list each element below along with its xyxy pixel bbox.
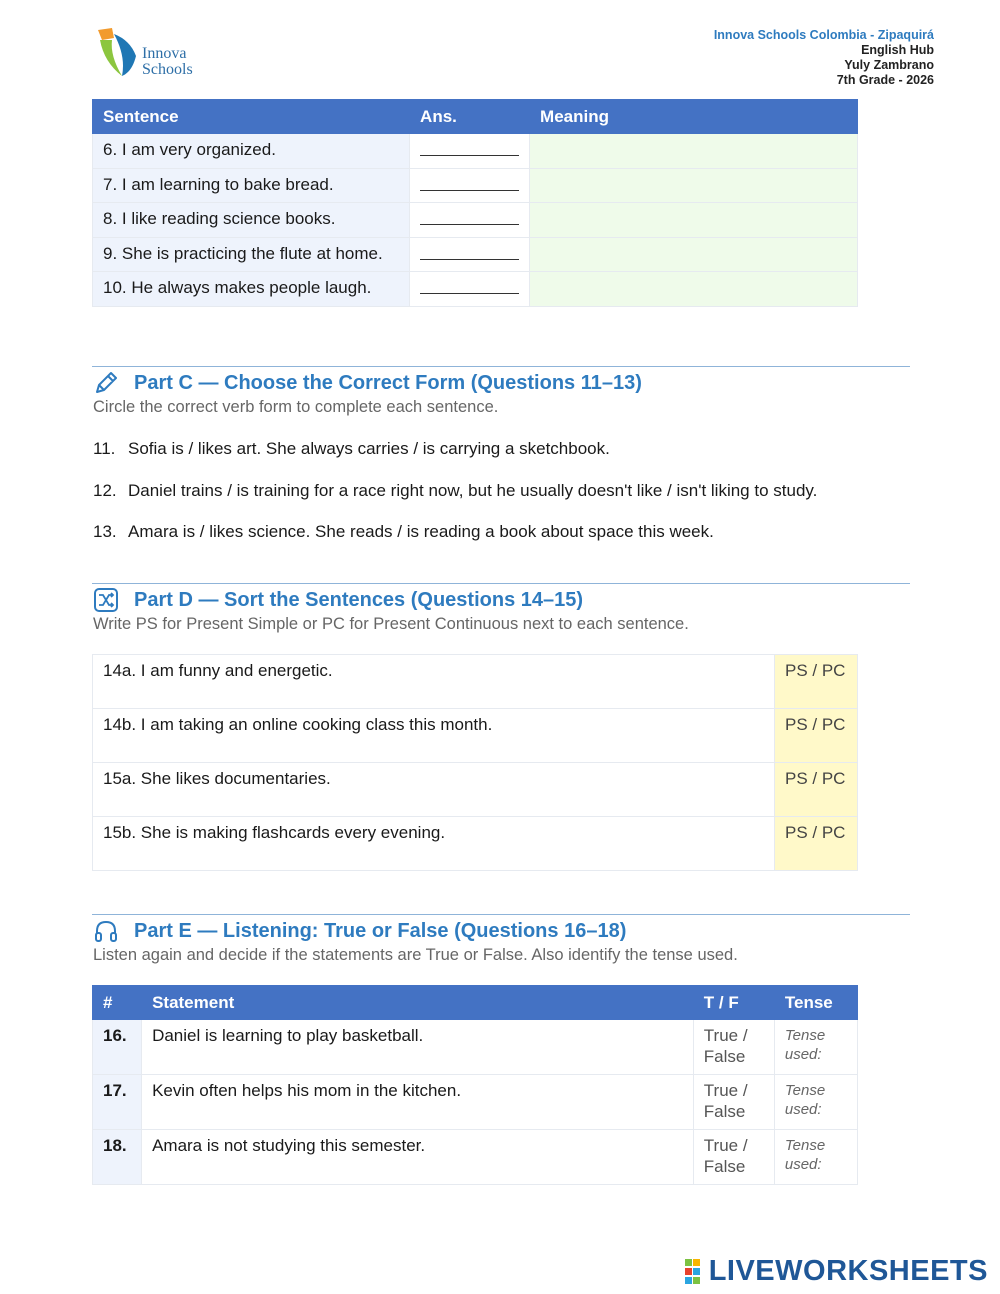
table-row: [93, 134, 858, 169]
question-number: 17.: [93, 1075, 142, 1130]
sentence-cell: 8. I like reading science books.: [93, 203, 410, 238]
part-d-subtitle: Write PS for Present Simple or PC for Present Continuous next to each sentence.: [93, 615, 689, 633]
headphones-icon: [92, 917, 120, 945]
sentence-cell: 10. He always makes people laugh.: [93, 272, 410, 307]
table-row: [93, 817, 858, 871]
answer-field[interactable]: [410, 237, 530, 272]
table-header-row: [93, 986, 858, 1020]
ps-pc-field[interactable]: PS / PC: [775, 709, 858, 763]
innova-schools-logo: [96, 26, 226, 82]
header-info: [714, 28, 934, 88]
question-number: 18.: [93, 1130, 142, 1185]
ps-pc-field[interactable]: PS / PC: [775, 817, 858, 871]
meaning-field[interactable]: [530, 203, 858, 238]
col-header-sentence: Sentence: [93, 100, 410, 134]
table-row: [93, 1075, 858, 1130]
table-row: [93, 1020, 858, 1075]
listening-table: [92, 985, 858, 1185]
col-header-tf: T / F: [693, 986, 774, 1020]
question-12: [93, 481, 817, 501]
shuffle-icon: [92, 586, 120, 614]
teacher-name: Yuly Zambrano: [844, 58, 934, 72]
liveworksheets-blocks-icon: [685, 1259, 709, 1285]
answer-field[interactable]: [410, 272, 530, 307]
section-divider: [92, 366, 910, 367]
liveworksheets-logo: [685, 1255, 988, 1288]
vocab-table: [92, 99, 858, 307]
part-c-title-text: Part C — Choose the Correct Form (Questions 11–13): [134, 371, 642, 394]
sentence-cell: 14b. I am taking an online cooking class this month.: [93, 709, 775, 763]
table-row: [93, 1130, 858, 1185]
col-header-meaning: Meaning: [530, 100, 858, 134]
question-13: [93, 522, 714, 542]
question-text[interactable]: Daniel trains / is training for a race right now, but he usually doesn't like / isn't liking to study.: [128, 481, 818, 500]
question-text[interactable]: Amara is / likes science. She reads / is reading a book about space this week.: [128, 522, 714, 541]
part-c-title: [92, 369, 642, 397]
part-e-title-text: Part E — Listening: True or False (Questions 16–18): [134, 919, 627, 942]
col-header-statement: Statement: [142, 986, 694, 1020]
table-row: [93, 272, 858, 307]
table-row: [93, 237, 858, 272]
col-header-answer: Ans.: [410, 100, 530, 134]
sentence-cell: 7. I am learning to bake bread.: [93, 168, 410, 203]
question-text[interactable]: Sofia is / likes art. She always carries / is carrying a sketchbook.: [128, 439, 610, 458]
tense-field[interactable]: Tense used:: [774, 1020, 857, 1075]
liveworksheets-wordmark: LIVEWORKSHEETS: [708, 1255, 988, 1287]
table-row: [93, 709, 858, 763]
tense-field[interactable]: Tense used:: [774, 1130, 857, 1185]
section-divider: [92, 583, 910, 584]
sentence-cell: 14a. I am funny and energetic.: [93, 655, 775, 709]
meaning-field[interactable]: [530, 168, 858, 203]
answer-field[interactable]: [410, 168, 530, 203]
sentence-cell: 9. She is practicing the flute at home.: [93, 237, 410, 272]
statement-cell: Amara is not studying this semester.: [142, 1130, 694, 1185]
question-number: 16.: [93, 1020, 142, 1075]
table-row: [93, 655, 858, 709]
col-header-tense: Tense: [774, 986, 857, 1020]
true-false-field[interactable]: True / False: [693, 1020, 774, 1075]
question-11: [93, 439, 610, 459]
meaning-field[interactable]: [530, 134, 858, 169]
pencil-icon: [92, 369, 120, 397]
logo-line-2: Schools: [142, 61, 193, 78]
ps-pc-field[interactable]: PS / PC: [775, 655, 858, 709]
question-number: 12.: [93, 481, 117, 500]
innova-leaf-icon: [96, 26, 140, 78]
tense-field[interactable]: Tense used:: [774, 1075, 857, 1130]
sentence-cell: 6. I am very organized.: [93, 134, 410, 169]
answer-field[interactable]: [410, 134, 530, 169]
question-number: 13.: [93, 522, 117, 541]
school-name: Innova Schools Colombia - Zipaquirá: [713, 28, 934, 42]
statement-cell: Daniel is learning to play basketball.: [142, 1020, 694, 1075]
part-e-title: [92, 917, 626, 945]
part-e-subtitle: Listen again and decide if the statements are True or False. Also identify the tense used.: [93, 946, 738, 964]
true-false-field[interactable]: True / False: [693, 1075, 774, 1130]
part-d-title: [92, 586, 583, 614]
col-header-number: #: [93, 986, 142, 1020]
sentence-cell: 15a. She likes documentaries.: [93, 763, 775, 817]
part-d-title-text: Part D — Sort the Sentences (Questions 14–15): [134, 588, 584, 611]
logo-line-1: Innova: [142, 45, 187, 62]
meaning-field[interactable]: [530, 272, 858, 307]
section-divider: [92, 914, 910, 915]
grade-label: 7th Grade - 2026: [836, 73, 934, 87]
table-header-row: [93, 100, 858, 134]
table-row: [93, 203, 858, 238]
table-row: [93, 168, 858, 203]
answer-field[interactable]: [410, 203, 530, 238]
sort-table: [92, 654, 858, 871]
logo-wordmark: [142, 46, 193, 78]
question-number: 11.: [93, 439, 116, 458]
ps-pc-field[interactable]: PS / PC: [775, 763, 858, 817]
table-row: [93, 763, 858, 817]
meaning-field[interactable]: [530, 237, 858, 272]
statement-cell: Kevin often helps his mom in the kitchen.: [142, 1075, 694, 1130]
hub-name: English Hub: [861, 43, 934, 57]
true-false-field[interactable]: True / False: [693, 1130, 774, 1185]
part-c-subtitle: Circle the correct verb form to complete each sentence.: [93, 398, 499, 416]
sentence-cell: 15b. She is making flashcards every evening.: [93, 817, 775, 871]
